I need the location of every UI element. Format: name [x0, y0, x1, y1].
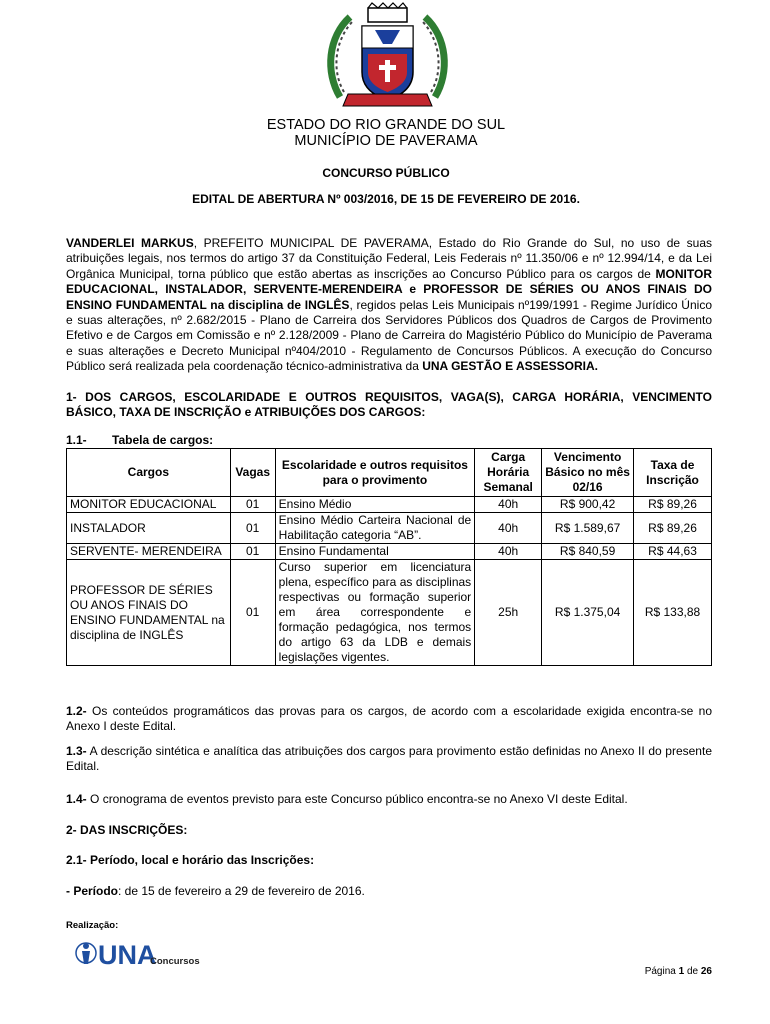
section-2-1-title: 2.1- Período, local e horário das Inscrições: [66, 853, 315, 867]
periodo-text: : de 15 de fevereiro a 29 de fevereiro de 2016. [118, 884, 365, 898]
header-block [60, 117, 712, 149]
mayor-name: VANDERLEI MARKUS [66, 236, 194, 250]
cell-taxa: R$ 44,63 [634, 544, 712, 560]
state-name: ESTADO DO RIO GRANDE DO SUL [266, 117, 506, 133]
header-vencimento: Vencimento Básico no mês 02/16 [542, 449, 634, 497]
paragraph-1-4-text: O cronograma de eventos previsto para este Concurso público encontra-se no Anexo VI deste Edital. [86, 792, 628, 806]
intro-cargos: MONITOR EDUCACIONAL, INSTALADOR, SERVENTE-MERENDEIRA e PROFESSOR DE SÉRIES OU ANOS FINAIS DO ENSINO FUNDAMENTAL na disciplina de INGLÊS [66, 266, 712, 312]
cell-carga: 40h [475, 513, 542, 544]
cell-vagas: 01 [230, 560, 275, 666]
cell-carga: 40h [475, 497, 542, 513]
table-row [67, 544, 712, 560]
paragraph-1-4-number: 1.4- [66, 792, 87, 806]
header-carga: Carga Horária Semanal [475, 449, 542, 497]
cell-taxa: R$ 89,26 [634, 497, 712, 513]
intro-paragraph [66, 236, 712, 375]
page-of: de [684, 966, 701, 977]
cell-vencimento: R$ 900,42 [542, 497, 634, 513]
cell-escolaridade: Ensino Fundamental [275, 544, 475, 560]
cell-cargo: MONITOR EDUCACIONAL [67, 497, 231, 513]
table-row [67, 560, 712, 666]
cell-escolaridade: Curso superior em licenciatura plena, específico para as disciplinas respectivas ou formação superior em área correspondente e formação pedagógica, nos termos do artigo 63 da LDB e demais legislações vigentes. [275, 560, 475, 666]
cell-vagas: 01 [230, 544, 275, 560]
paragraph-1-2 [66, 704, 712, 735]
paragraph-1-3-number: 1.3- [66, 744, 87, 758]
cell-cargo: INSTALADOR [67, 513, 231, 544]
edict-title: EDITAL DE ABERTURA Nº 003/2016, DE 15 DE FEVEREIRO DE 2016. [192, 192, 580, 206]
page-current: 1 [678, 966, 685, 977]
paragraph-1-2-number: 1.2- [66, 704, 87, 718]
section-1-1-label: Tabela de cargos: [112, 433, 214, 447]
logo-text: UNA [98, 940, 157, 970]
header-taxa: Taxa de Inscrição [634, 449, 712, 497]
realizacao-label: Realização: [66, 920, 119, 931]
table-row [67, 513, 712, 544]
intro-text-1: , PREFEITO MUNICIPAL DE PAVERAMA [193, 236, 429, 250]
periodo-label: - Período [66, 884, 119, 898]
header-vagas: Vagas [230, 449, 275, 497]
logo-subtext: Concursos [150, 956, 200, 967]
cargos-table [66, 448, 712, 666]
cell-vencimento: R$ 840,59 [542, 544, 634, 560]
page-number [566, 966, 712, 977]
paragraph-1-3 [66, 744, 712, 775]
section-1-1-title [66, 433, 712, 448]
cell-vagas: 01 [230, 513, 275, 544]
table-row [67, 497, 712, 513]
cell-vagas: 01 [230, 497, 275, 513]
header-escolaridade: Escolaridade e outros requisitos para o provimento [275, 449, 475, 497]
cell-cargo: PROFESSOR DE SÉRIES OU ANOS FINAIS DO ENSINO FUNDAMENTAL na disciplina de INGLÊS [67, 560, 231, 666]
periodo-paragraph [66, 884, 712, 899]
cell-cargo: SERVENTE- MERENDEIRA [67, 544, 231, 560]
cell-escolaridade: Ensino Médio [275, 497, 475, 513]
paragraph-1-2-text: Os conteúdos programáticos das provas para os cargos, de acordo com a escolaridade exigida encontra-se no Anexo I deste Edital. [66, 704, 712, 734]
una-concursos-logo-icon [74, 934, 200, 972]
cell-escolaridade: Ensino Médio Carteira Nacional de Habilitação categoria “AB”. [275, 513, 475, 544]
municipality-name: MUNICÍPIO DE PAVERAMA [294, 133, 478, 149]
header-cargos: Cargos [67, 449, 231, 497]
page-total: 26 [700, 966, 712, 977]
cell-carga: 25h [475, 560, 542, 666]
table-header-row [67, 449, 712, 497]
cell-vencimento: R$ 1.375,04 [542, 560, 634, 666]
contest-title: CONCURSO PÚBLICO [322, 166, 450, 180]
intro-text-2: , Estado do Rio Grande do Sul, no uso de suas atribuições legais, nos termos do artigo 37 da Constituição Federal, Leis Federais nº 11.350/06 e nº 12.994/14, e da Lei Orgânica Municipal, torna público que estão abertas as inscrições ao Concurso Público para os cargos de [66, 236, 713, 281]
section-1-title: 1- DOS CARGOS, ESCOLARIDADE E OUTROS REQUISITOS, VAGA(S), CARGA HORÁRIA, VENCIMENTO BÁSICO, TAXA DE INSCRIÇÃO e ATRIBUIÇÕES DOS CARGOS: [66, 390, 712, 420]
intro-text-3: , regidos pelas Leis Municipais nº199/1991 - Regime Jurídico Único e suas alterações, nº 2.682/2015 - Plano de Carreira dos Servidores Públicos dos Quadros de Cargos de Provimento Efetivo e de Cargos em Comissão e nº 2.128/2009 - Plano de Carreira do Magistério Público do Município de Paverama e suas alterações e Decreto Municipal nº404/2010 - Regulamento de Concursos Públicos. A execução do Concurso Público será realizada pela coordenação técnico-administrativa da [66, 297, 712, 374]
cell-carga: 40h [475, 544, 542, 560]
page-label: Página [644, 966, 679, 977]
coat-of-arms-icon [320, 2, 455, 112]
section-1-1-number: 1.1- [66, 433, 87, 447]
cell-taxa: R$ 133,88 [634, 560, 712, 666]
section-2-title: 2- DAS INSCRIÇÕES: [66, 823, 188, 837]
paragraph-1-3-text: A descrição sintética e analítica das atribuições dos cargos para provimento estão definidas no Anexo II do presente Edital. [66, 744, 712, 774]
cell-vencimento: R$ 1.589,67 [542, 513, 634, 544]
intro-org: UNA GESTÃO E ASSESSORIA. [422, 359, 599, 374]
paragraph-1-4 [66, 792, 712, 807]
cell-taxa: R$ 89,26 [634, 513, 712, 544]
